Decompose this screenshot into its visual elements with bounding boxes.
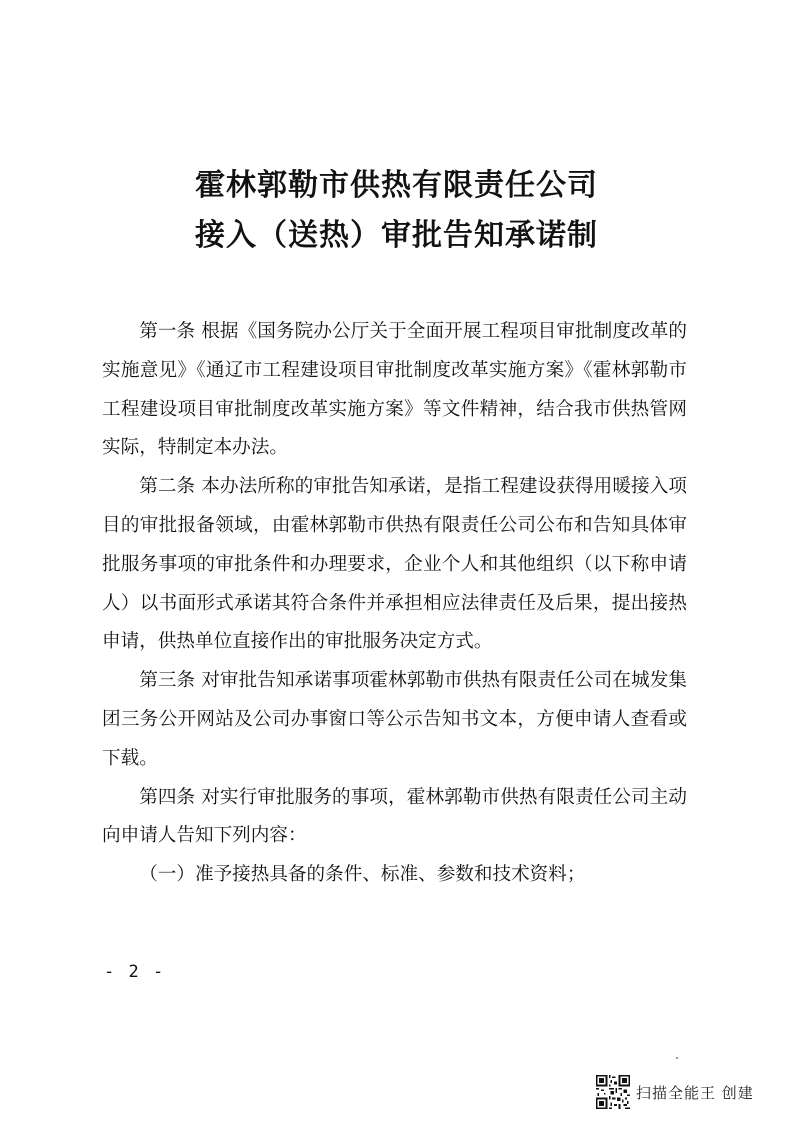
document-body: [102, 313, 687, 895]
paragraph-article-4: 第四条 对实行审批服务的事项，霍林郭勒市供热有限责任公司主动向申请人告知下列内容：: [102, 786, 687, 847]
qr-code-icon: [596, 1075, 630, 1109]
page-number: - 2 -: [104, 962, 166, 982]
paragraph-article-1: 第一条 根据《国务院办公厅关于全面开展工程项目审批制度改革的实施意见》《通辽市工程建设项目审批制度改革实施方案》《霍林郭勒市工程建设项目审批制度改革实施方案》等文件精神，结合我市供热管网实际，特制定本办法。: [102, 321, 687, 459]
scan-speck: [676, 1057, 678, 1059]
paragraph-article-2: 第二条 本办法所称的审批告知承诺，是指工程建设获得用暖接入项目的审批报备领域，由霍林郭勒市供热有限责任公司公布和告知具体审批服务事项的审批条件和办理要求，企业个人和其他组织（以下称申请人）以书面形式承诺其符合条件并承担相应法律责任及后果，提出接热申请，供热单位直接作出的审批服务决定方式。: [102, 476, 687, 653]
paragraph-article-3: 第三条 对审批告知承诺事项霍林郭勒市供热有限责任公司在城发集团三务公开网站及公司办事窗口等公示告知书文本，方便申请人查看或下载。: [102, 670, 687, 769]
document-title-line1: 霍林郭勒市供热有限责任公司: [195, 168, 598, 203]
paragraph-item-1: （一）准予接热具备的条件、标准、参数和技术资料；: [139, 864, 586, 886]
watermark-label: 扫描全能王 创建: [636, 1083, 754, 1102]
scanner-watermark: [596, 1072, 754, 1112]
document-title-line2: 接入（送热）审批告知承诺制: [195, 218, 598, 253]
